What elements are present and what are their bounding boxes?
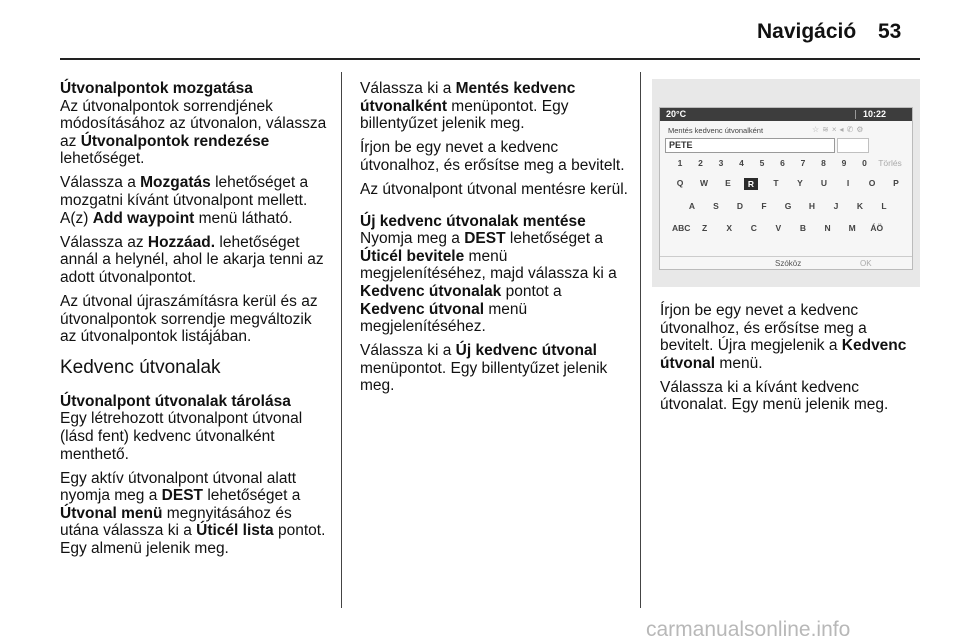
- key-s[interactable]: S: [713, 201, 719, 211]
- paragraph: Válassza ki a kívánt kedvenc útvonalat. Egy menü jelenik meg.: [660, 378, 889, 414]
- key-0[interactable]: 0: [862, 158, 867, 168]
- key-h[interactable]: H: [808, 201, 816, 211]
- key-2[interactable]: 2: [698, 158, 703, 168]
- key-x[interactable]: X: [726, 223, 733, 233]
- settings-icon: ⚙: [856, 125, 867, 134]
- heading-new-favourite-routes: Új kedvenc útvonalak mentése: [360, 212, 586, 230]
- key-b[interactable]: B: [799, 223, 807, 233]
- key-f[interactable]: F: [761, 201, 767, 211]
- key-a[interactable]: A: [688, 201, 696, 211]
- key-8[interactable]: 8: [821, 158, 826, 168]
- keyboard-bottom-bar: [660, 258, 912, 270]
- column-1: [60, 80, 332, 564]
- key-c[interactable]: C: [750, 223, 757, 233]
- key-j[interactable]: J: [833, 201, 839, 211]
- paragraph: Írjon be egy nevet a kedvenc útvonalhoz, és erősítse meg a bevitelt. Újra megjelenik a Kedvenc útvonal menü.: [660, 302, 907, 372]
- key-k[interactable]: K: [856, 201, 864, 211]
- key-m[interactable]: M: [848, 223, 856, 233]
- key-1[interactable]: 1: [677, 158, 683, 168]
- key-w[interactable]: W: [699, 178, 709, 188]
- key-e[interactable]: E: [725, 178, 731, 188]
- paragraph: Egy létrehozott útvonalpont útvonal (lásd fent) kedvenc útvonalként menthető.: [60, 410, 303, 463]
- paragraph: Az útvonalpont útvonal mentésre kerül.: [360, 180, 628, 198]
- paragraph: Válassza a Mozgatás lehetőséget a mozgatni kívánt útvonalpont mellett. A(z) Add waypoint menü látható.: [60, 174, 309, 227]
- status-icons: [812, 125, 866, 134]
- paragraph: Írjon be egy nevet a kedvenc útvonalhoz, és erősítse meg a bevitelt.: [360, 139, 625, 174]
- paragraph: Egy aktív útvonalpont útvonal alatt nyomja meg a DEST lehetőséget a Útvonal menü megnyitásához és utána válassza ki a Úticél lista pontot. Egy almenü jelenik meg.: [60, 469, 326, 558]
- mute-icon: ×: [831, 125, 840, 134]
- temperature-readout: 20°C: [666, 109, 687, 119]
- key-p[interactable]: P: [893, 178, 899, 188]
- column-divider-1: [341, 72, 342, 608]
- key-5[interactable]: 5: [759, 158, 765, 168]
- paragraph: Az útvonalpontok sorrendjének módosításához az útvonalon, válassza az Útvonalpontok rendezése lehetőséget.: [60, 97, 327, 168]
- key-4[interactable]: 4: [739, 158, 744, 168]
- heading-move-waypoints: Útvonalpontok mozgatása: [60, 80, 253, 97]
- column-3: [660, 302, 920, 421]
- key-áö[interactable]: ÁÖ: [870, 223, 884, 233]
- key-3[interactable]: 3: [718, 158, 724, 168]
- paragraph: Az útvonal újraszámításra kerül és az útvonalpontok sorrendje megváltozik az útvonalpontok listájában.: [60, 293, 318, 346]
- infotainment-screenshot: [652, 79, 920, 287]
- key-g[interactable]: G: [784, 201, 792, 211]
- key-6[interactable]: 6: [780, 158, 785, 168]
- screen-subtitle: Mentés kedvenc útvonalként: [668, 126, 764, 135]
- page-number: 53: [878, 20, 902, 43]
- speaker-icon: ◂: [839, 125, 847, 134]
- divider: [660, 256, 912, 257]
- key-v[interactable]: V: [775, 223, 782, 233]
- key-9[interactable]: 9: [841, 158, 847, 168]
- paragraph: Nyomja meg a DEST lehetőséget a Úticél bevitele menü megjelenítéséhez, majd válassza ki a Kedvenc útvonalak pontot a Kedvenc útvonal menü megjelenítéséhez.: [360, 230, 617, 336]
- status-bar: [660, 108, 912, 121]
- clock-readout: 10:22: [862, 109, 886, 119]
- header-divider: [60, 58, 920, 60]
- key-abc[interactable]: ABC: [672, 223, 691, 233]
- key-u[interactable]: U: [820, 178, 828, 188]
- name-input[interactable]: PETE: [665, 138, 835, 153]
- key-y[interactable]: Y: [797, 178, 803, 188]
- key-z[interactable]: Z: [701, 223, 708, 233]
- paragraph: Válassza az Hozzáad. lehetőséget annál a helynél, ahol le akarja tenni az adott útvonalpontot.: [60, 233, 324, 286]
- ok-key[interactable]: OK: [860, 259, 872, 268]
- column-divider-2: [640, 72, 641, 608]
- paragraph: Válassza ki a Új kedvenc útvonal menüpontot. Egy billentyűzet jelenik meg.: [360, 342, 608, 395]
- watermark: carmanualsonline.info: [646, 618, 851, 641]
- page-header-title: Navigáció: [757, 20, 857, 43]
- key-o[interactable]: O: [868, 178, 876, 188]
- signal-icon: ≋: [822, 125, 832, 134]
- phone-icon: ✆: [846, 125, 857, 134]
- star-icon: ☆: [812, 125, 823, 134]
- paragraph: Válassza ki a Mentés kedvenc útvonalként menüpontot. Egy billentyűzet jelenik meg.: [360, 80, 576, 133]
- key-q[interactable]: Q: [676, 178, 684, 188]
- key-d[interactable]: D: [736, 201, 744, 211]
- keyboard-screen: [659, 107, 913, 270]
- heading-store-waypoint-routes: Útvonalpont útvonalak tárolása: [60, 392, 291, 410]
- key-t[interactable]: T: [773, 178, 779, 188]
- key-r[interactable]: R: [744, 178, 758, 190]
- column-2: [360, 80, 630, 402]
- heading-favourite-routes: Kedvenc útvonalak: [60, 356, 221, 378]
- input-extra-field[interactable]: [837, 138, 869, 153]
- key-7[interactable]: 7: [800, 158, 806, 168]
- key-l[interactable]: L: [881, 201, 887, 211]
- space-key[interactable]: Szóköz: [775, 259, 802, 268]
- key-i[interactable]: I: [846, 178, 850, 188]
- status-separator: [855, 110, 856, 119]
- delete-key[interactable]: Törlés: [878, 158, 902, 168]
- key-n[interactable]: N: [824, 223, 831, 233]
